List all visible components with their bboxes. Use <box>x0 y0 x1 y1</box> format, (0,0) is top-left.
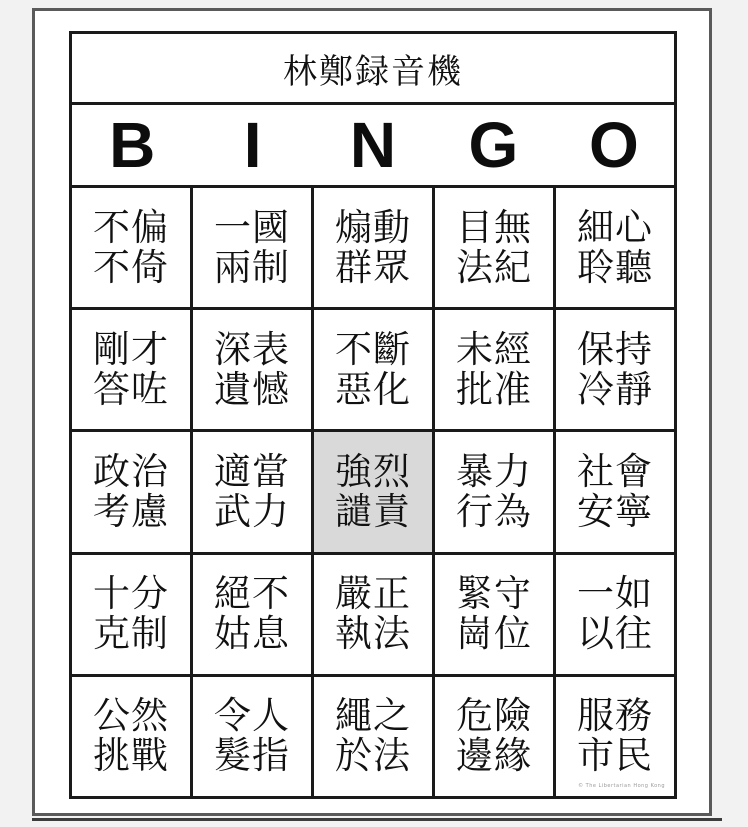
cell-line: 挑戰 <box>93 734 169 778</box>
cell-line: 未經 <box>456 327 532 371</box>
cell-line: 批准 <box>456 367 532 411</box>
cell-line: 令人 <box>214 694 290 738</box>
cell-line: 市民 <box>577 734 653 778</box>
cell-line: 譴責 <box>335 490 411 533</box>
cell-line: 深表 <box>214 327 290 371</box>
bingo-cell[interactable] <box>311 677 432 796</box>
cell-line: 暴力 <box>456 450 532 494</box>
bingo-row <box>72 429 674 551</box>
cell-line: 一如 <box>577 572 653 616</box>
cell-line: 政治 <box>93 450 169 494</box>
cell-line: 十分 <box>93 572 169 616</box>
bingo-letter-o: O <box>588 109 639 181</box>
bingo-cell[interactable] <box>72 310 190 429</box>
cell-line: 強烈 <box>335 450 411 494</box>
cell-line: 邊緣 <box>456 734 532 778</box>
bingo-row <box>72 674 674 796</box>
photo-bottom-edge <box>32 818 722 821</box>
cell-line: 答咗 <box>93 367 169 411</box>
cell-line: 崗位 <box>456 612 532 656</box>
cell-line: 不倚 <box>93 245 169 289</box>
cell-line: 不偏 <box>93 205 169 249</box>
bingo-cell[interactable] <box>553 432 674 551</box>
cell-line: 繩之 <box>335 694 411 738</box>
cell-line: 不斷 <box>335 327 411 371</box>
bingo-cell[interactable] <box>553 188 674 307</box>
bingo-header <box>72 105 674 188</box>
cell-line: 聆聽 <box>577 245 653 289</box>
bingo-cell[interactable] <box>553 677 674 796</box>
bingo-cell[interactable] <box>432 677 553 796</box>
cell-line: 危險 <box>456 694 532 738</box>
bingo-letter-b: B <box>109 109 156 181</box>
bingo-cell[interactable] <box>72 677 190 796</box>
cell-line: 遺憾 <box>214 367 290 411</box>
bingo-cell[interactable] <box>190 432 311 551</box>
cell-line: 安寧 <box>577 490 653 533</box>
bingo-cell[interactable] <box>190 677 311 796</box>
bingo-cell[interactable] <box>432 555 553 674</box>
bingo-cell[interactable] <box>432 432 553 551</box>
card-title: 林鄭録音機 <box>72 34 674 105</box>
bingo-card <box>69 31 677 799</box>
bingo-cell[interactable] <box>311 310 432 429</box>
cell-line: 克制 <box>93 612 169 656</box>
bingo-row <box>72 552 674 674</box>
cell-line: 行為 <box>456 490 532 533</box>
cell-line: 群眾 <box>335 245 411 289</box>
bingo-cell[interactable] <box>72 555 190 674</box>
bingo-cell[interactable] <box>311 188 432 307</box>
bingo-cell[interactable] <box>190 555 311 674</box>
bingo-cell[interactable] <box>190 310 311 429</box>
bingo-letter-g: G <box>468 109 519 181</box>
cell-line: 姑息 <box>214 612 290 656</box>
cell-line: 考慮 <box>93 490 169 533</box>
cell-line: 服務 <box>577 694 653 738</box>
bingo-grid <box>72 188 674 796</box>
bingo-cell[interactable] <box>432 188 553 307</box>
cell-line: 武力 <box>214 490 290 533</box>
bingo-row <box>72 307 674 429</box>
bingo-row <box>72 188 674 307</box>
cell-line: 絕不 <box>214 572 290 616</box>
bingo-cell[interactable] <box>311 555 432 674</box>
cell-line: 髮指 <box>214 734 290 778</box>
bingo-cell[interactable] <box>432 310 553 429</box>
cell-line: 一國 <box>214 205 290 249</box>
cell-line: 以往 <box>577 612 653 656</box>
cell-line: 惡化 <box>335 367 411 411</box>
cell-line: 公然 <box>93 694 169 738</box>
cell-line: 法紀 <box>456 245 532 289</box>
cell-line: 兩制 <box>214 245 290 289</box>
cell-line: 適當 <box>214 450 290 494</box>
cell-line: 緊守 <box>456 572 532 616</box>
cell-line: 社會 <box>577 450 653 494</box>
bingo-cell[interactable] <box>553 555 674 674</box>
cell-line: 於法 <box>335 734 411 778</box>
watermark: © The Libertarian Hong Kong <box>578 783 665 789</box>
cell-line: 剛才 <box>93 327 169 371</box>
cell-line: 嚴正 <box>335 572 411 616</box>
cell-line: 煽動 <box>335 205 411 249</box>
bingo-cell[interactable] <box>72 188 190 307</box>
bingo-cell[interactable] <box>553 310 674 429</box>
photo-frame <box>32 8 712 816</box>
cell-line: 細心 <box>577 205 653 249</box>
cell-line: 目無 <box>456 205 532 249</box>
cell-line: 執法 <box>335 612 411 656</box>
cell-line: 冷靜 <box>577 367 653 411</box>
bingo-cell-marked[interactable] <box>311 432 432 551</box>
bingo-cell[interactable] <box>190 188 311 307</box>
bingo-letter-i: I <box>243 109 262 181</box>
cell-line: 保持 <box>577 327 653 371</box>
bingo-letter-n: N <box>349 109 397 181</box>
bingo-cell[interactable] <box>72 432 190 551</box>
